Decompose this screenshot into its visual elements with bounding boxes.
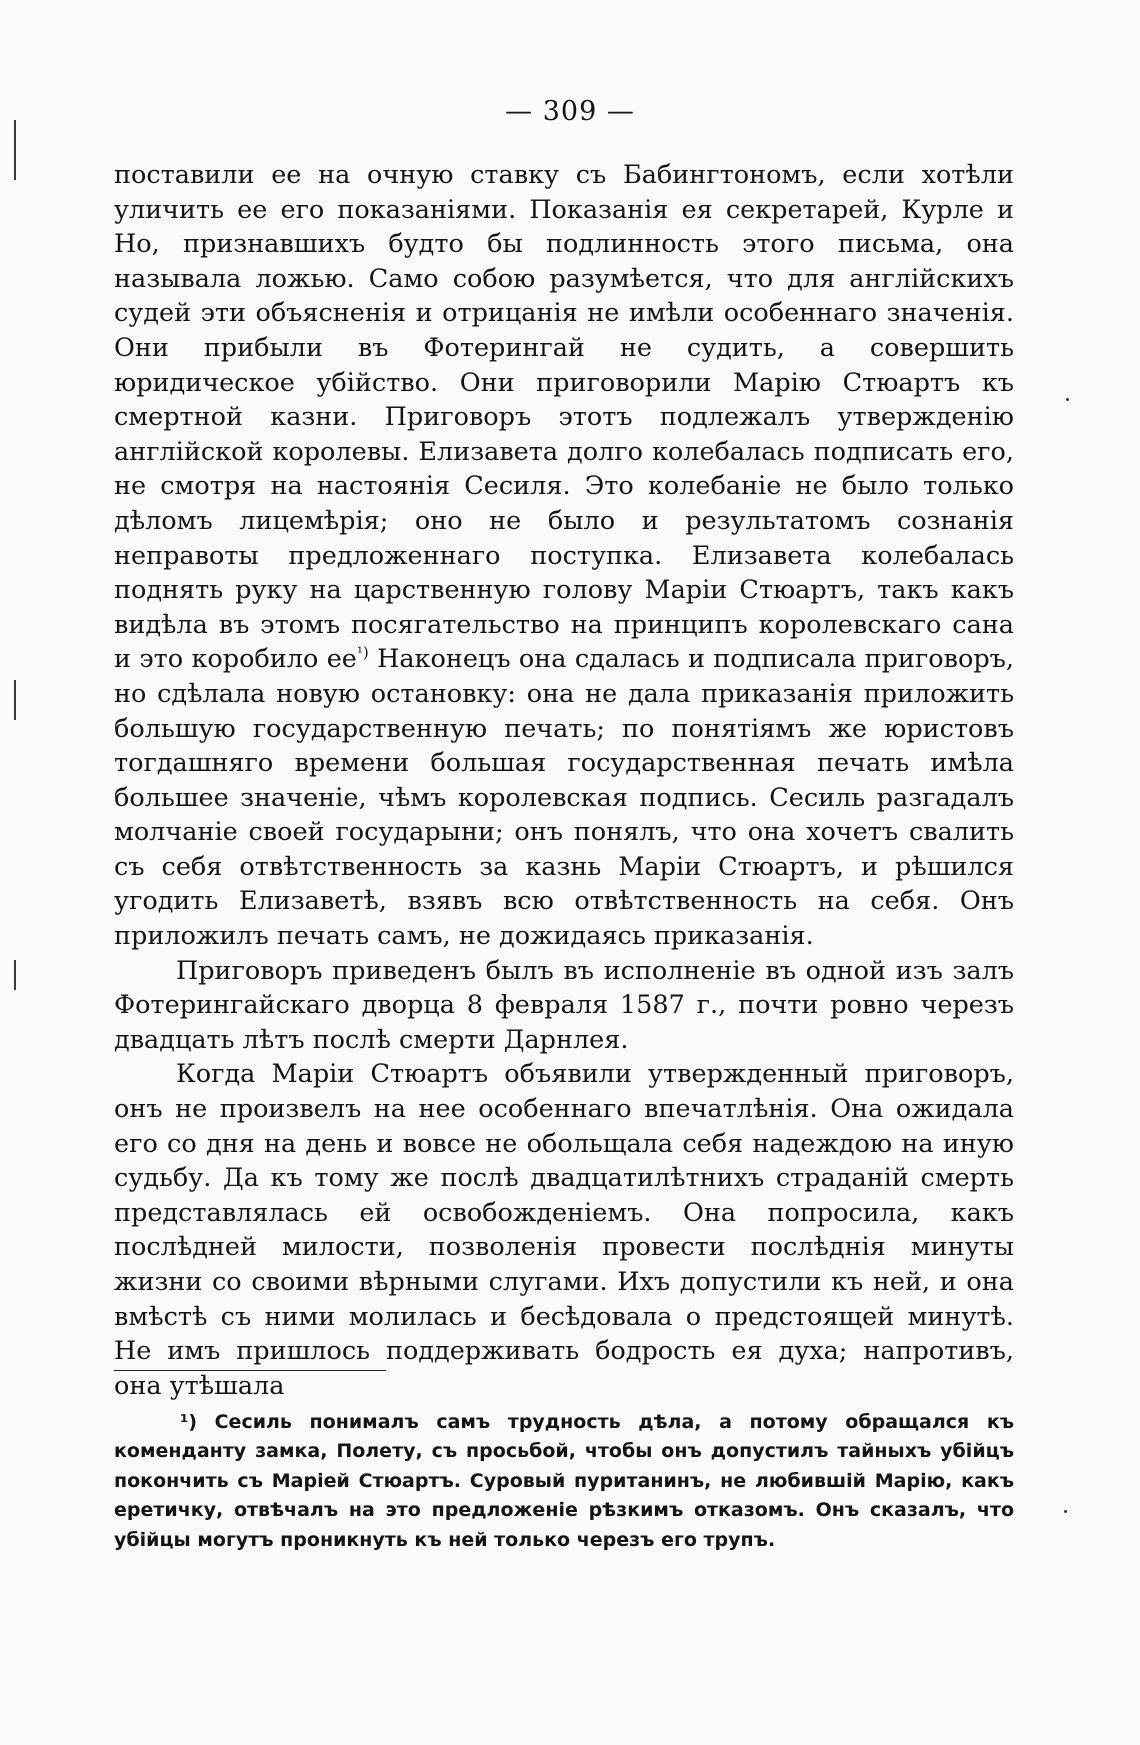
paragraph-1-text-continued: Наконецъ она сдалась и подписала приговоръ, но сдѣлала новую остановку: она не дала приказанія приложить большую государственную печать; по понятіямъ же юристовъ тогдашняго времени большая государственная печать имѣла большее значеніе, чѣмъ королевская подпись. Сесиль разгадалъ молчаніе своей государыни; онъ понялъ, что она хочетъ свалить съ себя отвѣтственность за казнь Маріи Стюартъ, и рѣшился угодить Елизаветѣ, взявъ всю отвѣтственность на себя. Онъ приложилъ печать самъ, не дожидаясь приказанія. <box>114 644 1014 952</box>
scan-speck <box>1066 398 1069 401</box>
scan-margin-mark <box>14 960 16 990</box>
scan-margin-mark <box>14 680 16 720</box>
scan-speck <box>1064 1510 1067 1513</box>
footnote <box>114 1408 1014 1555</box>
paragraph-1 <box>114 158 1014 954</box>
main-text <box>114 158 1014 1403</box>
paragraph-3: Когда Маріи Стюартъ объявили утвержденный приговоръ, онъ не произвелъ на нее особеннаго впечатлѣнія. Она ожидала его со дня на день и вовсе не обольщала себя надеждою на иную судьбу. Да къ тому же послѣ двадцатилѣтнихъ страданій смерть представлялась ей освобожденіемъ. Она попросила, какъ послѣдней милости, позволенія провести послѣднія минуты жизни со своими вѣрными слугами. Ихъ допустили къ ней, и она вмѣстѣ съ ними молилась и бесѣдовала о предстоящей минутѣ. Не имъ пришлось поддерживать бодрость ея духа; напротивъ, она утѣшала <box>114 1059 1014 1401</box>
footnote-text: Сесиль понималъ самъ трудность дѣла, а потому обращался къ коменданту замка, Полету, съ просьбой, чтобы онъ допустилъ тайныхъ убійцъ покончить съ Маріей Стюартъ. Суровый пуританинъ, не любившій Марію, какъ еретичку, отвѣчалъ на это предложеніе рѣзкимъ отказомъ. Онъ сказалъ, что убійцы могутъ проникнуть къ ней только черезъ его трупъ. <box>114 1411 1014 1551</box>
paragraph-2: Приговоръ приведенъ былъ въ исполненіе въ одной изъ залъ Фотерингайскаго дворца 8 февраля 1587 г., почти ровно черезъ двадцать лѣтъ послѣ смерти Дарнлея. <box>114 955 1014 1055</box>
footnote-reference[interactable]: ¹) <box>356 643 369 662</box>
footnote-divider <box>114 1370 386 1371</box>
scan-margin-mark <box>14 120 16 180</box>
footnote-mark: ¹) <box>180 1411 198 1433</box>
page-number: — 309 — <box>505 96 635 127</box>
paragraph-1-text: поставили ее на очную ставку съ Бабингтономъ, если хотѣли уличить ее его показаніями. Показанія ея секретарей, Курле и Но, признавшихъ будто бы подлинность этого письма, она называла ложью. Само собою разумѣется, что для англійскихъ судей эти объясненія и отрицанія не имѣли особеннаго значенія. Они прибыли въ Фотерингай не судить, а совершить юридическое убійство. Они приговорили Марію Стюартъ къ смертной казни. Приговоръ этотъ подлежалъ утвержденію англійской королевы. Елизавета долго колебалась подписать его, не смотря на настоянія Сесиля. Это колебаніе не было только дѣломъ лицемѣрія; оно не было и результатомъ сознанія неправоты предложеннаго поступка. Елизавета колебалась поднять руку на царственную голову Маріи Стюартъ, такъ какъ видѣла въ этомъ посягательство на принципъ королевскаго сана и это коробило ее <box>114 160 1014 675</box>
